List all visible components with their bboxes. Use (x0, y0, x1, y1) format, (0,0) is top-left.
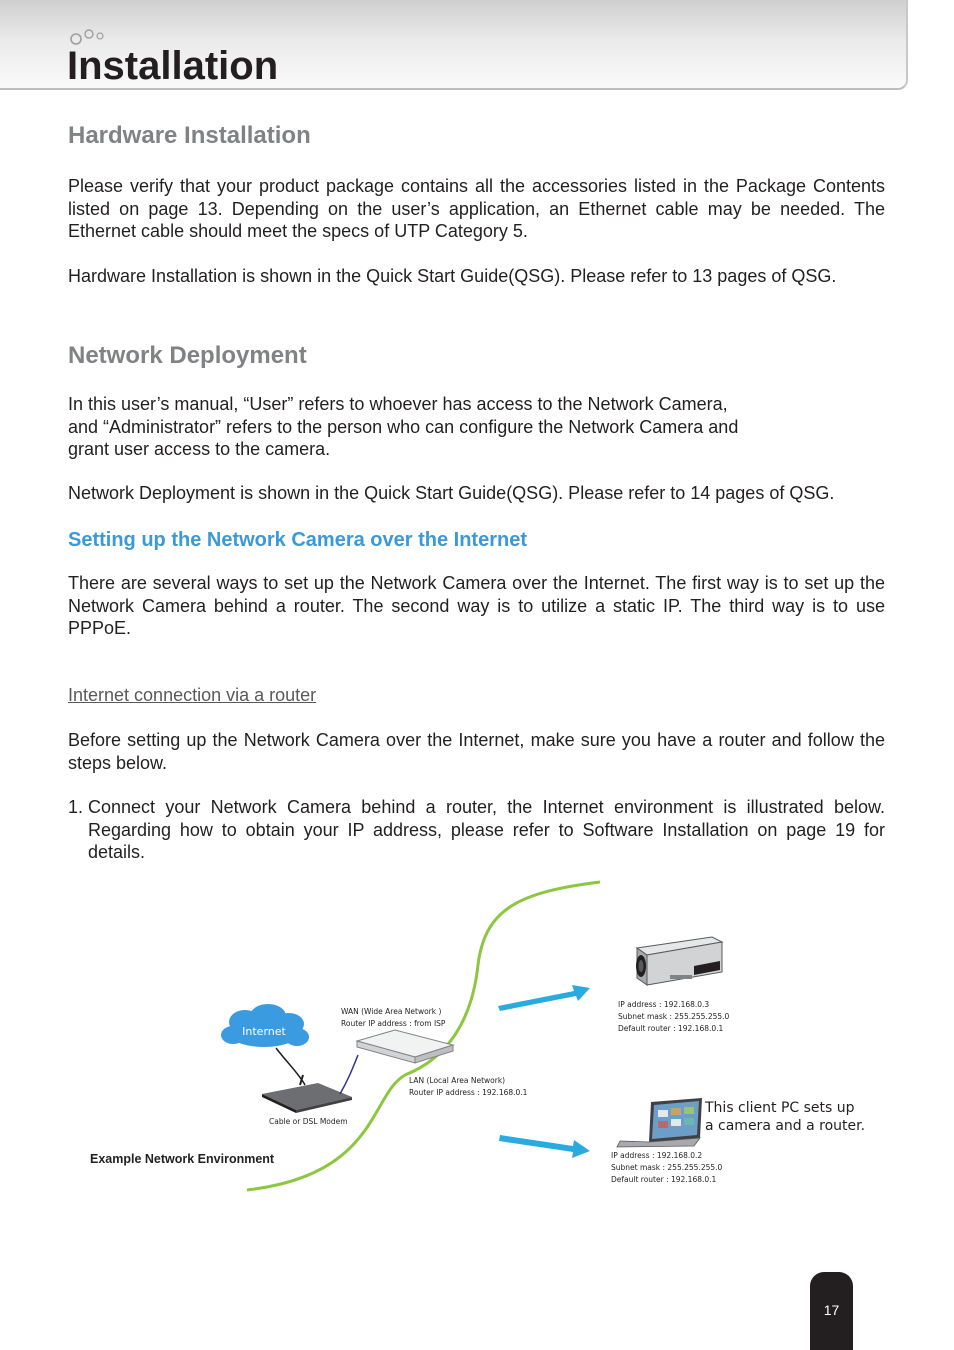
pc-ip-address: IP address : 192.168.0.2 (611, 1151, 703, 1160)
internet-paragraph-2: Before setting up the Network Camera over the Internet, make sure you have a router and follow the steps below. (68, 730, 885, 773)
modem-icon (262, 1075, 352, 1113)
pc-note-line-1: This client PC sets up (705, 1100, 855, 1116)
modem-router-cable (340, 1055, 358, 1094)
arrow-to-pc-icon (499, 1135, 590, 1158)
internet-label: Internet (242, 1025, 286, 1038)
pc-default-router: Default router : 192.168.0.1 (611, 1175, 717, 1184)
camera-subnet-mask: Subnet mask : 255.255.255.0 (618, 1012, 730, 1021)
step-1-text: Connect your Network Camera behind a router, the Internet environment is illustrated below. Regarding how to obtain your IP address, please refer to Software Installation on page 19 for details. (88, 797, 885, 862)
router-connection-subheading: Internet connection via a router (68, 685, 317, 705)
lan-label-line-2: Router IP address : 192.168.0.1 (409, 1088, 528, 1097)
arrow-to-camera-icon (498, 985, 590, 1011)
network-paragraph-1-line-2: and “Administrator” refers to the person who can configure the Network Camera and (68, 416, 739, 437)
camera-default-router: Default router : 192.168.0.1 (618, 1024, 724, 1033)
network-paragraph-1-line-3: grant user access to the camera. (68, 439, 331, 459)
page-title: Installation (67, 44, 279, 88)
page-number-tab (810, 1272, 853, 1350)
hardware-paragraph-2: Hardware Installation is shown in the Quick Start Guide(QSG). Please refer to 13 pages of QSG. (68, 266, 837, 286)
client-pc-laptop-icon (617, 1098, 702, 1147)
router-icon (357, 1030, 453, 1063)
network-deployment-heading: Network Deployment (68, 342, 307, 369)
wan-label-line-2: Router IP address : from ISP (341, 1019, 446, 1028)
modem-label: Cable or DSL Modem (269, 1117, 348, 1126)
hardware-paragraph-1: Please verify that your product package contains all the accessories listed in the Package Contents listed on page 13. Depending on the user’s application, an Ethernet cable may be needed. The Ethernet cable should meet the specs of UTP Category 5. (68, 176, 885, 241)
internet-paragraph-1: There are several ways to set up the Network Camera over the Internet. The first way is to set up the Network Camera behind a router. The second way is to utilize a static IP. The third way is to use PPPoE. (68, 573, 885, 638)
internet-setup-heading: Setting up the Network Camera over the Internet (68, 529, 527, 551)
pc-subnet-mask: Subnet mask : 255.255.255.0 (611, 1163, 723, 1172)
page-number: 17 (823, 1302, 840, 1318)
wan-label-line-1: WAN (Wide Area Network ) (341, 1007, 442, 1016)
camera-ip-address: IP address : 192.168.0.3 (618, 1000, 710, 1009)
network-camera-icon (636, 937, 722, 985)
network-paragraph-1-line-1: In this user’s manual, “User” refers to whoever has access to the Network Camera, (68, 394, 728, 414)
step-1-number: 1. (68, 797, 84, 817)
diagram-caption: Example Network Environment (90, 1152, 275, 1166)
lan-label-line-1: LAN (Local Area Network) (409, 1076, 506, 1085)
network-paragraph-2: Network Deployment is shown in the Quick Start Guide(QSG). Please refer to 14 pages of QSG. (68, 483, 835, 503)
pc-note-line-2: a camera and a router. (705, 1118, 866, 1134)
hardware-installation-heading: Hardware Installation (68, 122, 311, 149)
